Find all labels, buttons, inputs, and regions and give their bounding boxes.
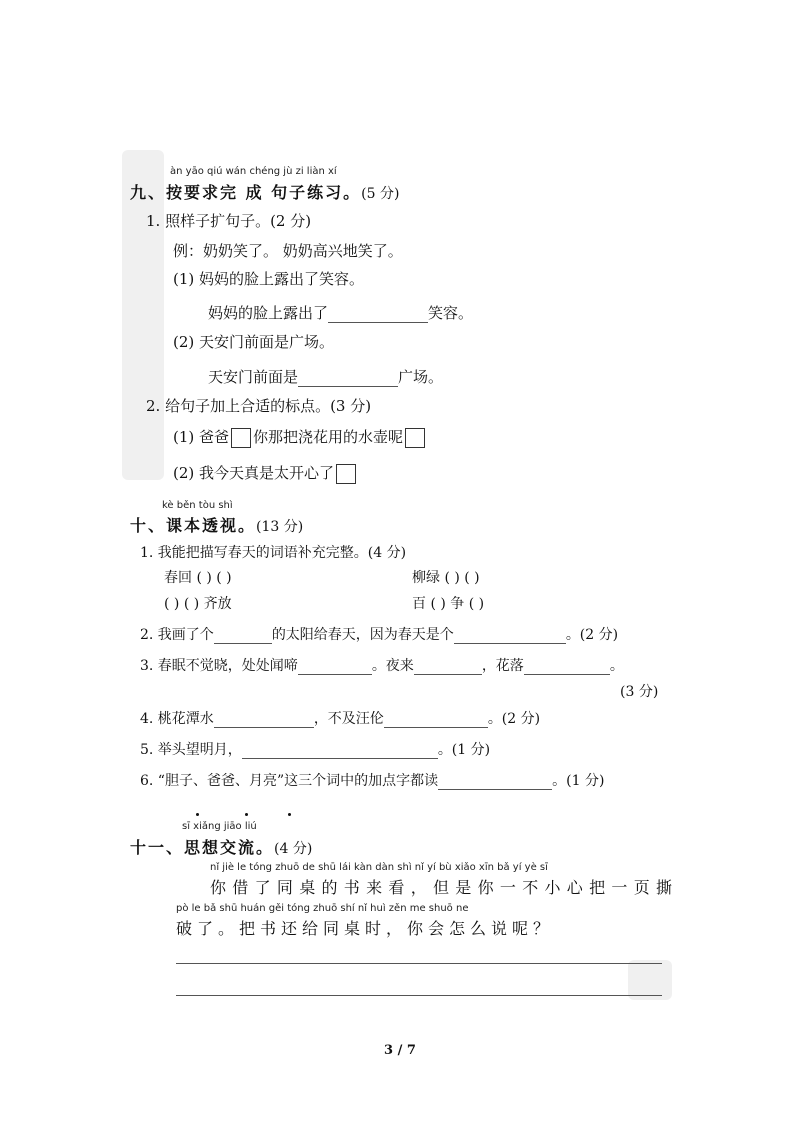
s10-q5-a: 5. 举头望明月， bbox=[140, 742, 242, 758]
s10-q4-blank1[interactable] bbox=[214, 727, 314, 728]
s10-q3-blank1[interactable] bbox=[298, 674, 372, 675]
s10-q2-blank2[interactable] bbox=[454, 643, 566, 644]
s10-q4-blank2[interactable] bbox=[384, 727, 488, 728]
answer-line[interactable] bbox=[176, 963, 662, 964]
s10-q6 bbox=[140, 770, 604, 790]
s10-q5-blank[interactable] bbox=[242, 758, 438, 759]
s10-q3-c: ，花落 bbox=[481, 658, 524, 674]
s10-q4 bbox=[140, 708, 540, 728]
s10-q3-b: 。夜来 bbox=[371, 658, 414, 674]
s11-line1: 你借了同桌的书来看，但是你一不小心把一页撕 bbox=[210, 878, 679, 897]
s9-q2: 2. 给句子加上合适的标点。(3 分) bbox=[146, 397, 372, 415]
s9-a1-fill bbox=[208, 302, 473, 323]
s9-a2-pre: 天安门前面是 bbox=[208, 368, 299, 386]
s10-q5 bbox=[140, 739, 490, 759]
s10-q6-blank[interactable] bbox=[438, 789, 552, 790]
s10-q3-blank2[interactable] bbox=[414, 674, 482, 675]
s9-b2-text: (2) 我今天真是太开心了 bbox=[173, 464, 335, 482]
section10-heading bbox=[130, 513, 303, 536]
section10-pinyin: kè běn tòu shì bbox=[162, 500, 233, 511]
watermark-decoration-right bbox=[628, 960, 672, 1000]
s10-q4-b: ，不及汪伦 bbox=[313, 711, 384, 727]
s10-q2 bbox=[140, 624, 618, 644]
s10-r1-left: 春回 ( ) ( ) bbox=[164, 570, 232, 586]
section9-pinyin: àn yāo qiú wán chéng jù zi liàn xí bbox=[170, 166, 337, 177]
punct-box[interactable] bbox=[231, 428, 251, 448]
section11-pinyin: sī xiǎng jiāo liú bbox=[182, 821, 257, 832]
emphasis-dot bbox=[288, 813, 291, 816]
s9-b1 bbox=[173, 426, 427, 448]
section9-heading bbox=[130, 180, 399, 203]
section10-title: 十、课本透视。 bbox=[130, 516, 257, 535]
s10-q4-c: 。(2 分) bbox=[487, 711, 541, 727]
s10-q2-a: 2. 我画了个 bbox=[140, 627, 214, 643]
section10-score: (13 分) bbox=[256, 519, 304, 535]
s10-q6-a: 6. “胆子、爸爸、月亮”这三个词中的加点字都读 bbox=[140, 773, 439, 789]
s11-pinyin1: nǐ jiè le tóng zhuō de shū lái kàn dàn shì nǐ yí bù xiǎo xīn bǎ yí yè sī bbox=[210, 862, 548, 873]
s10-q2-blank1[interactable] bbox=[214, 643, 272, 644]
s9-a2-blank[interactable] bbox=[298, 386, 398, 387]
s10-q1: 1. 我能把描写春天的词语补充完整。(4 分) bbox=[140, 545, 407, 561]
s9-a2: (2) 天安门前面是广场。 bbox=[173, 333, 335, 351]
section9-title: 九、按要求完 成 句子练习。 bbox=[130, 183, 362, 202]
s10-q4-a: 4. 桃花潭水 bbox=[140, 711, 214, 727]
s9-q1: 1. 照样子扩句子。(2 分) bbox=[146, 212, 312, 230]
section11-title: 十一、思想交流。 bbox=[130, 838, 275, 857]
s9-a1-blank[interactable] bbox=[328, 322, 428, 323]
s10-q2-b: 的太阳给春天，因为春天是个 bbox=[271, 627, 454, 643]
s10-r2-right: 百 ( ) 争 ( ) bbox=[412, 596, 485, 612]
answer-line[interactable] bbox=[176, 995, 662, 996]
s9-a1-post: 笑容。 bbox=[428, 304, 474, 322]
s10-q6-b: 。(1 分) bbox=[552, 773, 605, 789]
s9-a2-post: 广场。 bbox=[398, 368, 444, 386]
s10-q3-a: 3. 春眠不觉晓，处处闻啼 bbox=[140, 658, 298, 674]
s10-r1-right: 柳绿 ( ) ( ) bbox=[412, 570, 480, 586]
s11-pinyin2: pò le bǎ shū huán gěi tóng zhuō shí nǐ huì zěn me shuō ne bbox=[176, 903, 469, 914]
s11-line2: 破了。把书还给同桌时，你会怎么说呢？ bbox=[176, 919, 555, 938]
s10-q3-d: 。 bbox=[609, 658, 624, 674]
emphasis-dot bbox=[245, 813, 248, 816]
s10-r2-left: ( ) ( ) 齐放 bbox=[164, 596, 232, 612]
s9-a2-fill bbox=[208, 366, 443, 387]
s9-b1-a: (1) 爸爸 bbox=[173, 428, 230, 446]
s9-example: 例：奶奶笑了。 奶奶高兴地笑了。 bbox=[173, 242, 403, 260]
section11-score: (4 分) bbox=[274, 841, 313, 857]
s9-b2 bbox=[173, 462, 358, 484]
punct-box[interactable] bbox=[336, 464, 356, 484]
s10-q3-blank3[interactable] bbox=[524, 674, 610, 675]
s9-a1: (1) 妈妈的脸上露出了笑容。 bbox=[173, 270, 365, 288]
s10-q2-c: 。(2 分) bbox=[565, 627, 619, 643]
section9-score: (5 分) bbox=[361, 186, 400, 202]
s9-a1-pre: 妈妈的脸上露出了 bbox=[208, 304, 329, 322]
s10-q5-b: 。(1 分) bbox=[437, 742, 491, 758]
page-number: 3 / 7 bbox=[384, 1043, 416, 1058]
s10-q3-score: (3 分) bbox=[620, 684, 659, 700]
section11-heading bbox=[130, 835, 312, 858]
punct-box[interactable] bbox=[405, 428, 425, 448]
emphasis-dot bbox=[196, 813, 199, 816]
s9-b1-b: 你那把浇花用的水壶呢 bbox=[253, 428, 404, 446]
s10-q3 bbox=[140, 655, 624, 675]
